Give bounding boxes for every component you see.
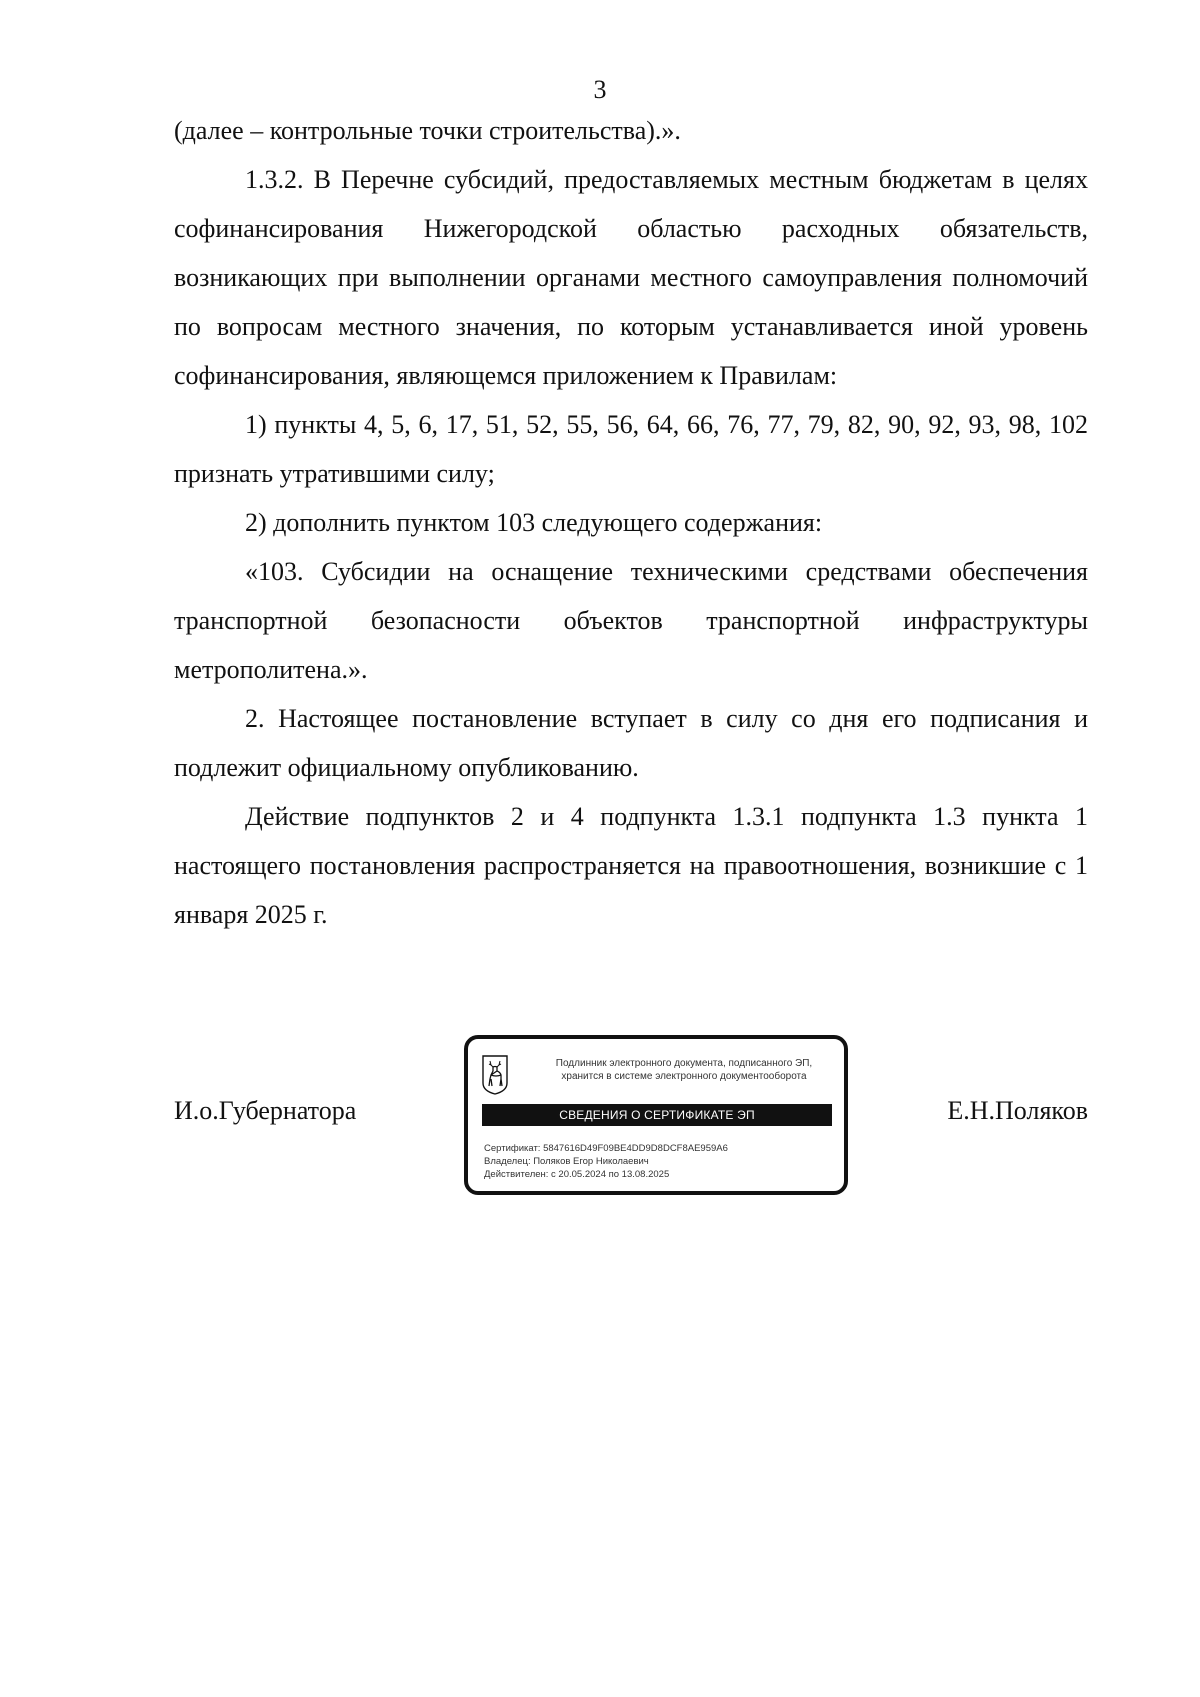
signatory-name: Е.Н.Поляков xyxy=(947,1096,1088,1125)
stamp-header-line-1: Подлинник электронного документа, подписанного ЭП, xyxy=(555,1058,813,1069)
stamp-details xyxy=(484,1142,728,1181)
page-number: 3 xyxy=(593,75,607,104)
paragraph-effect: Действие подпунктов 2 и 4 подпункта 1.3.1 подпункта 1.3 пункта 1 настоящего постановления распространяется на правоотношения, возникшие с 1 января 2025 г. xyxy=(174,802,1088,929)
paragraph-item-2: 2) дополнить пунктом 103 следующего содержания: xyxy=(245,508,823,537)
certificate-owner: Владелец: Поляков Егор Николаевич xyxy=(484,1156,649,1167)
signatory-position: И.о.Губернатора xyxy=(174,1096,357,1125)
emblem-icon xyxy=(482,1055,508,1095)
certificate-validity: Действителен: с 20.05.2024 по 13.08.2025 xyxy=(484,1169,670,1180)
document-body xyxy=(174,106,1088,939)
electronic-signature-stamp xyxy=(464,1035,848,1195)
stamp-header xyxy=(528,1057,840,1083)
paragraph-item-1: 1) пункты 4, 5, 6, 17, 51, 52, 55, 56, 64, 66, 76, 77, 79, 82, 90, 92, 93, 98, 102 признать утратившими силу; xyxy=(174,410,1088,488)
paragraph-continuation: (далее – контрольные точки строительства).». xyxy=(174,116,681,145)
paragraph-item-103: «103. Субсидии на оснащение техническими средствами обеспечения транспортной безопасности объектов транспортной инфраструктуры метрополитена.». xyxy=(174,557,1088,684)
stamp-title-bar: СВЕДЕНИЯ О СЕРТИФИКАТЕ ЭП xyxy=(482,1104,832,1126)
stamp-header-line-2: хранится в системе электронного документооборота xyxy=(561,1071,807,1082)
paragraph-2: 2. Настоящее постановление вступает в силу со дня его подписания и подлежит официальному опубликованию. xyxy=(174,704,1088,782)
certificate-number: Сертификат: 5847616D49F09BE4DD9D8DCF8AE959A6 xyxy=(484,1143,728,1154)
paragraph-1-3-2: 1.3.2. В Перечне субсидий, предоставляемых местным бюджетам в целях софинансирования Нижегородской областью расходных обязательств, возникающих при выполнении органами местного самоуправления полномочий по вопросам местного значения, по которым устанавливается иной уровень софинансирования, являющемся приложением к Правилам: xyxy=(174,165,1088,390)
